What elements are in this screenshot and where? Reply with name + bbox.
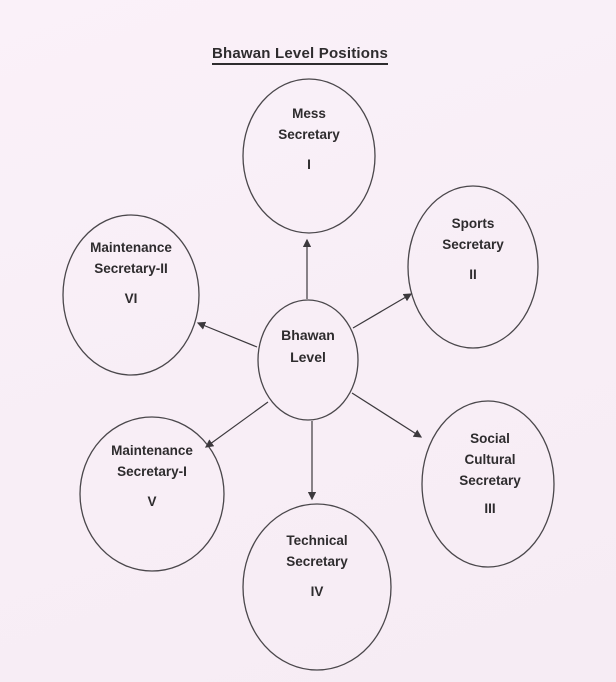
node-numeral: VI bbox=[124, 291, 138, 306]
node-label-line: Sports bbox=[451, 216, 495, 231]
node-maintenance-secretary-1 bbox=[72, 440, 232, 512]
node-label-line: Secretary bbox=[442, 237, 504, 252]
node-label-line: Secretary bbox=[286, 554, 348, 569]
node-label-line: Maintenance bbox=[111, 443, 193, 458]
node-label-line: Secretary bbox=[278, 127, 340, 142]
node-label-line: Secretary bbox=[459, 473, 521, 488]
node-social-cultural-secretary bbox=[410, 428, 570, 519]
node-sports-secretary bbox=[393, 213, 553, 285]
node-bhawan-level bbox=[248, 324, 368, 368]
node-label-line: Cultural bbox=[464, 452, 516, 467]
node-label-line: Secretary-II bbox=[94, 261, 168, 276]
node-numeral: IV bbox=[310, 584, 324, 599]
node-technical-secretary bbox=[237, 530, 397, 602]
node-numeral: V bbox=[147, 494, 157, 509]
arrow-center-to-sports bbox=[353, 294, 411, 328]
node-label-line: Social bbox=[470, 431, 510, 446]
node-maintenance-secretary-2 bbox=[51, 237, 211, 309]
node-numeral: III bbox=[484, 501, 496, 516]
node-mess-secretary bbox=[229, 103, 389, 175]
node-label-line: Mess bbox=[292, 106, 326, 121]
page-title-text: Bhawan Level Positions bbox=[212, 45, 388, 65]
node-numeral: II bbox=[469, 267, 477, 282]
node-label-line: Bhawan bbox=[281, 327, 335, 343]
node-label-line: Secretary-I bbox=[117, 464, 187, 479]
node-label-line: Maintenance bbox=[90, 240, 172, 255]
node-label-line: Level bbox=[290, 349, 326, 365]
node-label-line: Technical bbox=[286, 533, 348, 548]
node-numeral: I bbox=[307, 157, 311, 172]
